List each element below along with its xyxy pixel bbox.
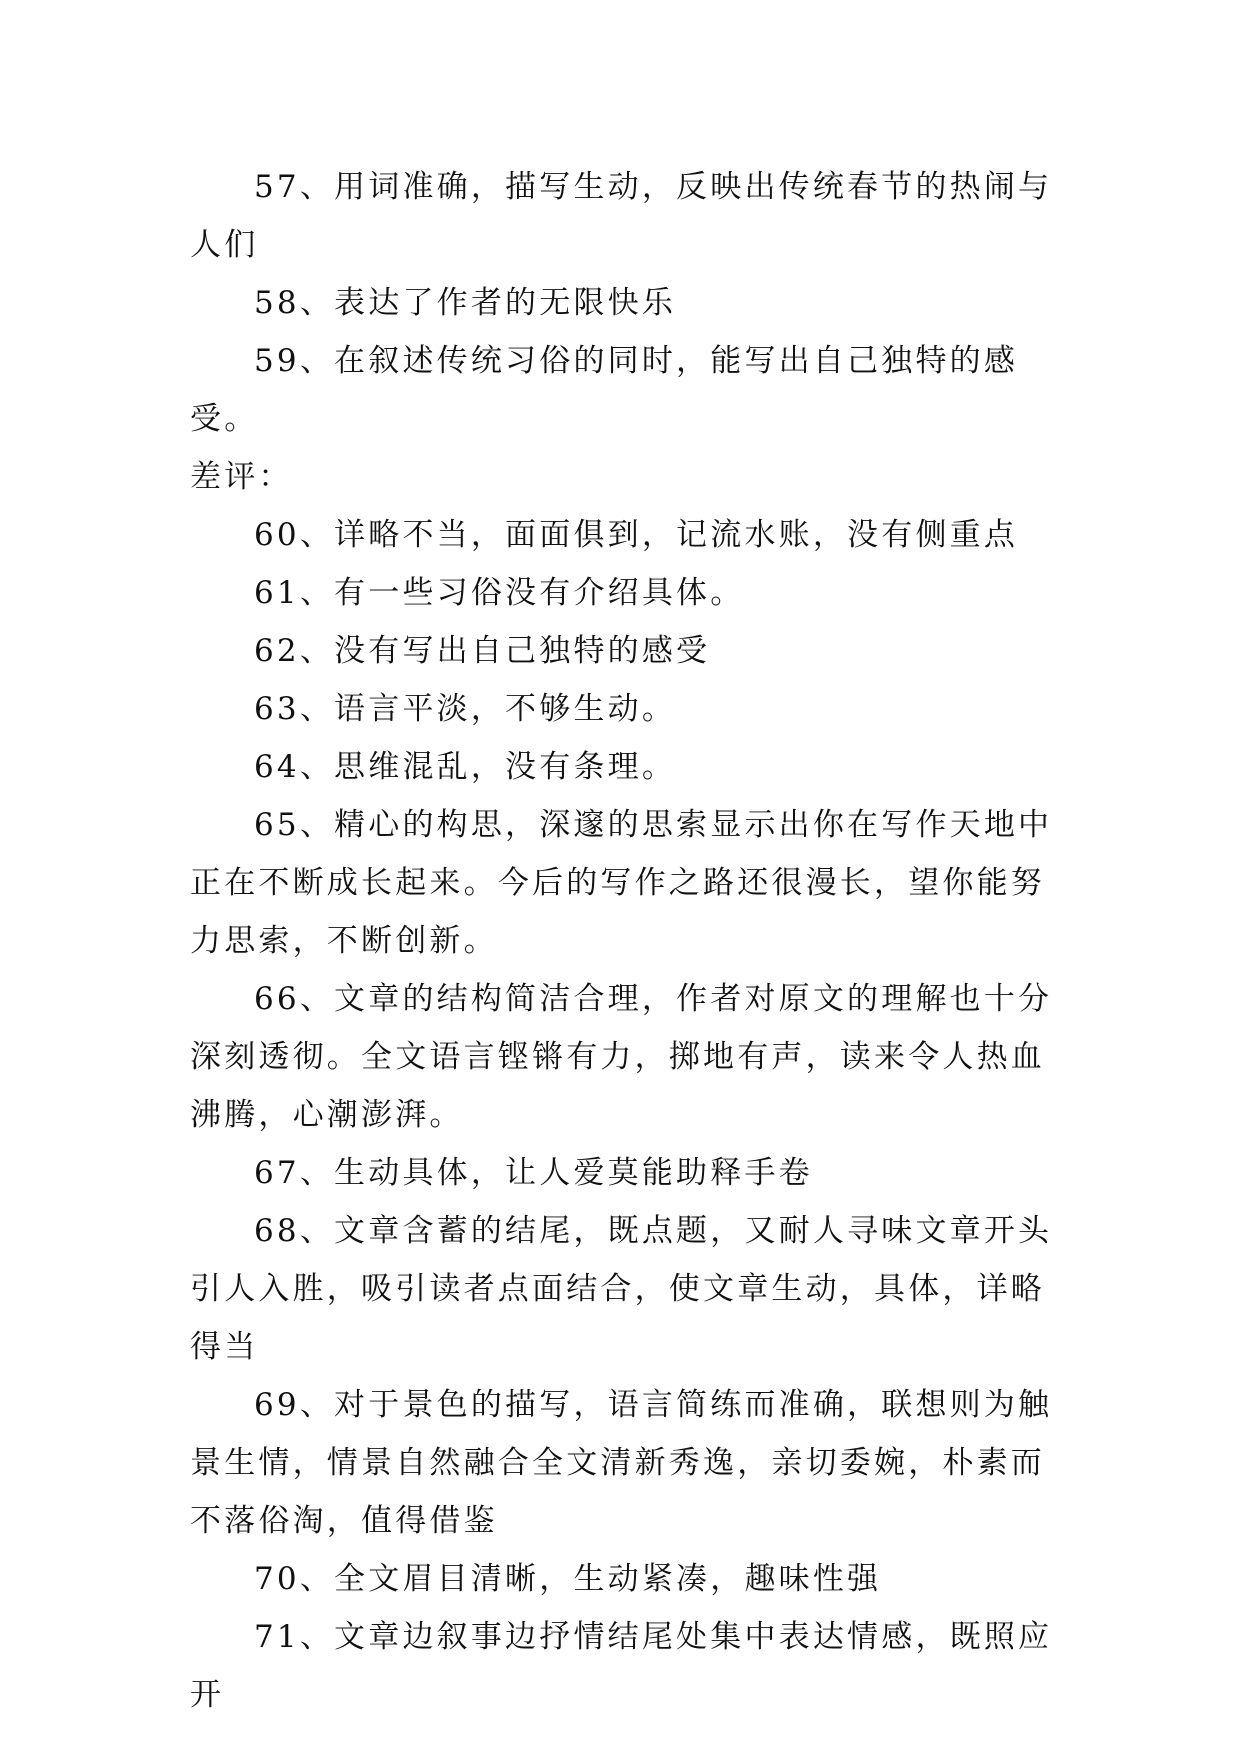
paragraph-64: 64、思维混乱，没有条理。 <box>254 749 677 785</box>
paragraph-71: 71、文章边叙事边抒情结尾处集中表达情感，既照应开 <box>190 1619 1053 1713</box>
document-body <box>190 158 1060 1724</box>
section-heading-negative-reviews: 差评： <box>190 459 293 495</box>
paragraph-68: 68、文章含蓄的结尾，既点题，又耐人寻味文章开头引人入胜，吸引读者点面结合，使文章生动，具体，详略得当 <box>190 1213 1053 1365</box>
paragraph-60: 60、详略不当，面面俱到，记流水账，没有侧重点 <box>254 517 1019 553</box>
paragraph-65: 65、精心的构思，深邃的思索显示出你在写作天地中正在不断成长起来。今后的写作之路还很漫长，望你能努力思索，不断创新。 <box>190 807 1053 959</box>
paragraph-62: 62、没有写出自己独特的感受 <box>254 633 711 669</box>
paragraph-67: 67、生动具体，让人爱莫能助释手卷 <box>254 1155 813 1191</box>
paragraph-57: 57、用词准确，描写生动，反映出传统春节的热闹与人们 <box>190 169 1053 263</box>
paragraph-61: 61、有一些习俗没有介绍具体。 <box>254 575 745 611</box>
paragraph-66: 66、文章的结构简洁合理，作者对原文的理解也十分深刻透彻。全文语言铿锵有力，掷地有声，读来令人热血沸腾，心潮澎湃。 <box>190 981 1053 1133</box>
paragraph-69: 69、对于景色的描写，语言简练而准确，联想则为触景生情，情景自然融合全文清新秀逸，亲切委婉，朴素而不落俗淘，值得借鉴 <box>190 1387 1053 1539</box>
paragraph-63: 63、语言平淡，不够生动。 <box>254 691 677 727</box>
paragraph-59: 59、在叙述传统习俗的同时，能写出自己独特的感受。 <box>190 343 1019 437</box>
paragraph-70: 70、全文眉目清晰，生动紧凑，趣味性强 <box>254 1561 882 1597</box>
paragraph-58: 58、表达了作者的无限快乐 <box>254 285 677 321</box>
